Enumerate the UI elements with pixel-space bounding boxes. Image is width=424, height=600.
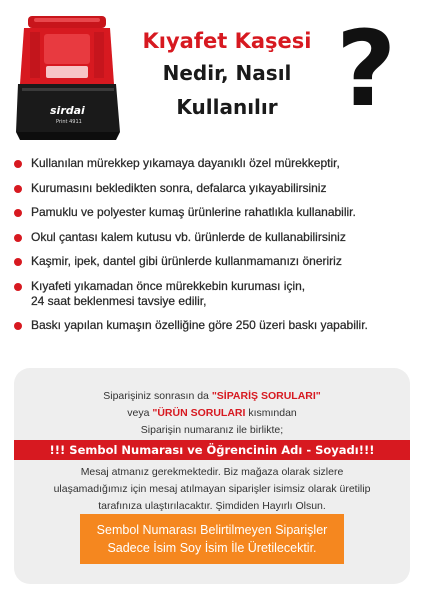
list-item-text: Baskı yapılan kumaşın özelliğine göre 250 üzeri baskı yapabilir. — [31, 318, 368, 332]
list-item — [14, 181, 418, 196]
info-text: Siparişiniz sonrasın da — [103, 390, 212, 402]
info-line-6: tarafınıza ulaştırılacaktır. Şimdiden Hayırlı Olsun. — [98, 500, 326, 512]
page-title — [112, 26, 342, 124]
header — [0, 0, 424, 150]
question-mark-icon: ? — [336, 8, 397, 130]
list-item — [14, 205, 418, 220]
list-item-text: Pamuklu ve polyester kumaş ürünlerine rahatlıkla kullanabilir. — [31, 205, 356, 219]
list-item-text-line: 24 saat beklenmesi tavsiye edilir, — [31, 293, 207, 308]
info-line-5: ulaşamadığımız için mesaj atılmayan siparişler isimsiz olarak üretilip — [53, 483, 371, 495]
info-line-1 — [0, 389, 424, 403]
stamp-image — [16, 14, 124, 142]
bullet-dot-icon — [14, 322, 22, 330]
stamp-brand-label: sirdai — [50, 104, 85, 117]
warning-banner: !!! Sembol Numarası ve Öğrencinin Adı - Soyadı!!! — [14, 440, 410, 460]
title-line-1: Kıyafet Kaşesi — [142, 29, 312, 53]
list-item-text: Kaşmir, ipek, dantel gibi ürünlerde kullanmamanızı öneririz — [31, 254, 342, 268]
notice-line-2: Sadece İsim Soy İsim İle Üretilecektir. — [107, 541, 317, 555]
info-text: veya — [127, 407, 153, 419]
bullet-dot-icon — [14, 160, 22, 168]
bullet-dot-icon — [14, 258, 22, 266]
info-line-4: Mesaj atmanız gerekmektedir. Biz mağaza olarak sizlere — [80, 466, 344, 478]
list-item — [14, 156, 418, 171]
stamp-model-label: Print 4911 — [56, 119, 82, 125]
bullet-dot-icon — [14, 234, 22, 242]
bullet-dot-icon — [14, 283, 22, 291]
feature-list — [14, 156, 418, 343]
list-item-text: Okul çantası kalem kutusu vb. ürünlerde de kullanabilirsiniz — [31, 229, 346, 244]
list-item — [14, 318, 418, 333]
notice-line-1: Sembol Numarası Belirtilmeyen Siparişler — [96, 523, 328, 537]
notice-banner — [80, 514, 344, 564]
list-item — [14, 254, 418, 269]
info-highlight: "SİPARİŞ SORULARI" — [211, 390, 321, 402]
bullet-dot-icon — [14, 209, 22, 217]
info-line-2 — [0, 406, 424, 420]
list-item — [14, 279, 418, 309]
list-item — [14, 230, 418, 245]
title-line-2: Nedir, Nasıl — [162, 61, 292, 85]
bullet-dot-icon — [14, 185, 22, 193]
title-line-3: Kullanılır — [176, 95, 278, 119]
list-item-text: Kullanılan mürekkep yıkamaya dayanıklı özel mürekkeptir, — [31, 156, 340, 170]
info-highlight: "ÜRÜN SORULARI — [152, 407, 246, 419]
list-item-text — [31, 279, 305, 309]
info-line-3: Siparişin numaranız ile birlikte; — [140, 424, 284, 436]
list-item-text-line: Kıyafeti yıkamadan önce mürekkebin kuruması için, — [31, 278, 306, 293]
info-text: kısmından — [245, 407, 297, 419]
list-item-text: Kurumasını bekledikten sonra, defalarca yıkayabilirsiniz — [31, 180, 327, 195]
